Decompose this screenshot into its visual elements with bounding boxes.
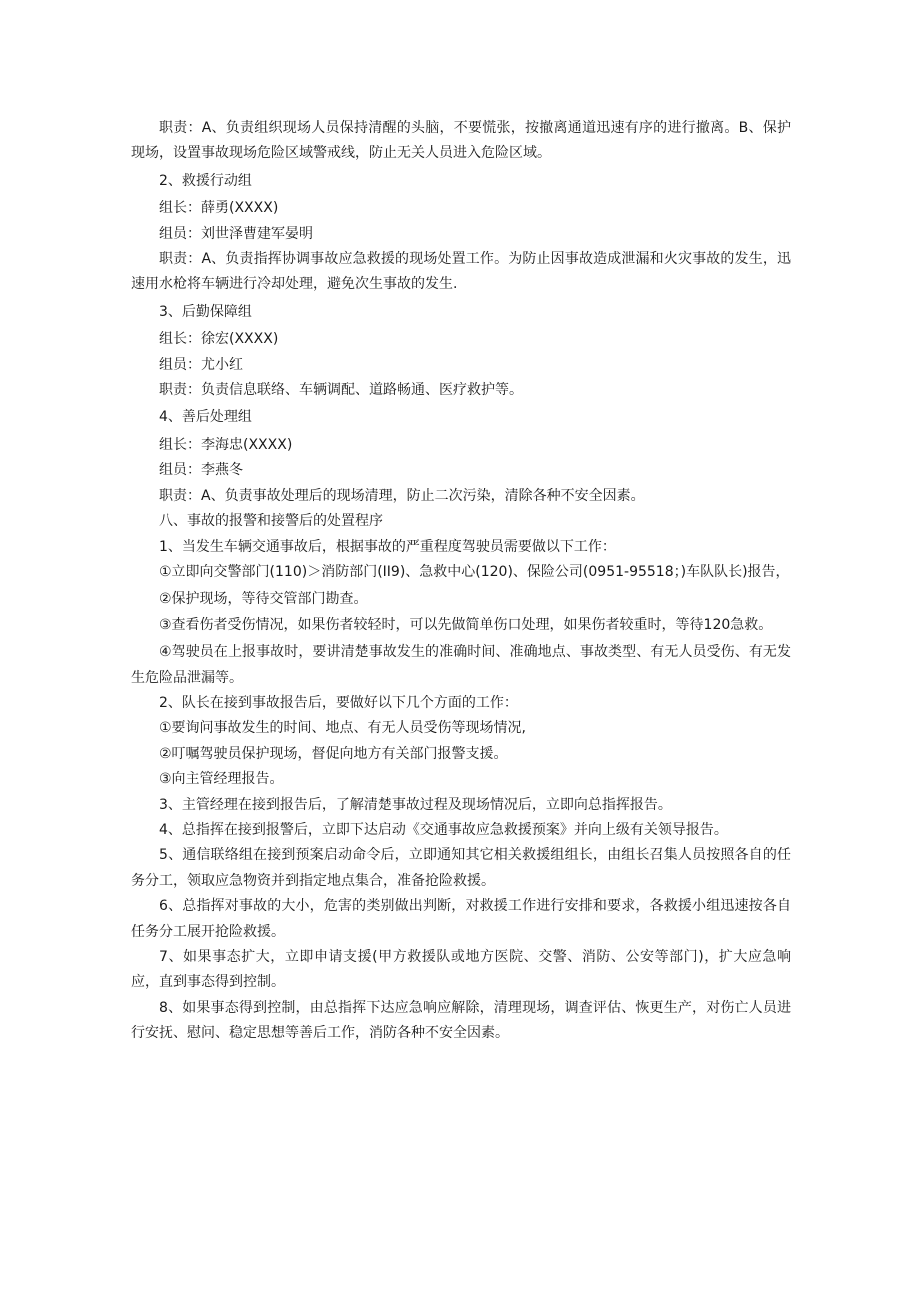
procedure-item-2-c: ③向主管经理报告。: [159, 771, 284, 788]
procedure-item-2-b: ②叮嘱驾驶员保护现场，督促向地方有关部门报警支援。: [159, 745, 508, 762]
document-body: [131, 116, 791, 1047]
heading-logistics-team: 3、后勤保障组: [159, 303, 252, 320]
rescue-team-duty: 职责：A、负责指挥协调事故应急救援的现场处置工作。为防止因事故造成泄漏和火灾事故的发生，迅速用水枪将车辆进行冷却处理，避免次生事故的发生.: [131, 251, 791, 293]
procedure-item-1-a: ①立即向交警部门(110)＞消防部门(II9)、急救中心(120)、保险公司(0951-95518；)车队队长)报告，: [159, 563, 790, 580]
heading-rescue-team: 2、救援行动组: [159, 172, 252, 189]
procedure-item-1-d: ④驾驶员在上报事故时，要讲清楚事故发生的准确时间、准确地点、事故类型、有无人员受伤、有无发生危险品泄漏等。: [131, 644, 791, 686]
aftermath-team-duty: 职责：A、负责事故处理后的现场清理，防止二次污染，清除各种不安全因素。: [159, 487, 645, 504]
rescue-team-leader: 组长：薛勇(XXXX): [159, 200, 279, 217]
rescue-team-members: 组员：刘世泽曹建军晏明: [159, 225, 313, 242]
procedure-item-4: 4、总指挥在接到报警后，立即下达启动《交通事故应急救援预案》并向上级有关领导报告。: [159, 821, 728, 838]
aftermath-team-leader: 组长：李海忠(XXXX): [159, 436, 293, 453]
procedure-item-1: 1、当发生车辆交通事故后，根据事故的严重程度驾驶员需要做以下工作：: [159, 538, 616, 555]
procedure-item-5: 5、通信联络组在接到预案启动命令后，立即通知其它相关救援组组长，由组长召集人员按照各自的任务分工，领取应急物资并到指定地点集合，准备抢险救援。: [131, 847, 791, 889]
procedure-item-8: 8、如果事态得到控制，由总指挥下达应急响应解除，清理现场，调查评估、恢更生产，对伤亡人员进行安抚、慰问、稳定思想等善后工作，消防各种不安全因素。: [131, 999, 791, 1042]
procedure-item-2-a: ①要询问事故发生的时间、地点、有无人员受伤等现场情况,: [159, 720, 526, 737]
logistics-team-members: 组员：尤小红: [159, 356, 243, 373]
heading-aftermath-team: 4、善后处理组: [159, 409, 252, 426]
logistics-team-duty: 职责：负责信息联络、车辆调配、道路畅通、医疗救护等。: [159, 382, 523, 399]
paragraph-duty-evacuation: 职责：A、负责组织现场人员保持清醒的头脑，不要慌张，按撤离通道迅速有序的进行撤离。B、保护现场，设置事故现场危险区域警戒线，防止无关人员进入危险区域。: [131, 120, 791, 162]
procedure-item-1-b: ②保护现场，等待交管部门勘查。: [159, 591, 368, 608]
aftermath-team-members: 组员：李燕冬: [159, 462, 243, 479]
procedure-item-7: 7、如果事态扩大，立即申请支援(甲方救援队或地方医院、交警、消防、公安等部门)，扩大应急响应，直到事态得到控制。: [131, 949, 791, 991]
procedure-item-3: 3、主管经理在接到报告后，了解清楚事故过程及现场情况后，立即向总指挥报告。: [159, 796, 672, 813]
procedure-item-1-c: ③查看伤者受伤情况，如果伤者较轻时，可以先做简单伤口处理，如果伤者较重时，等待120急救。: [159, 616, 773, 633]
logistics-team-leader: 组长：徐宏(XXXX): [159, 331, 279, 348]
procedure-item-6: 6、总指挥对事故的大小，危害的类别做出判断，对救援工作进行安排和要求，各救援小组迅速按各自任务分工展开抢险救援。: [131, 898, 791, 940]
section-heading-alarm-procedure: 八、事故的报警和接警后的处置程序: [159, 513, 383, 530]
procedure-item-2: 2、队长在接到事故报告后，要做好以下几个方面的工作：: [159, 694, 518, 711]
